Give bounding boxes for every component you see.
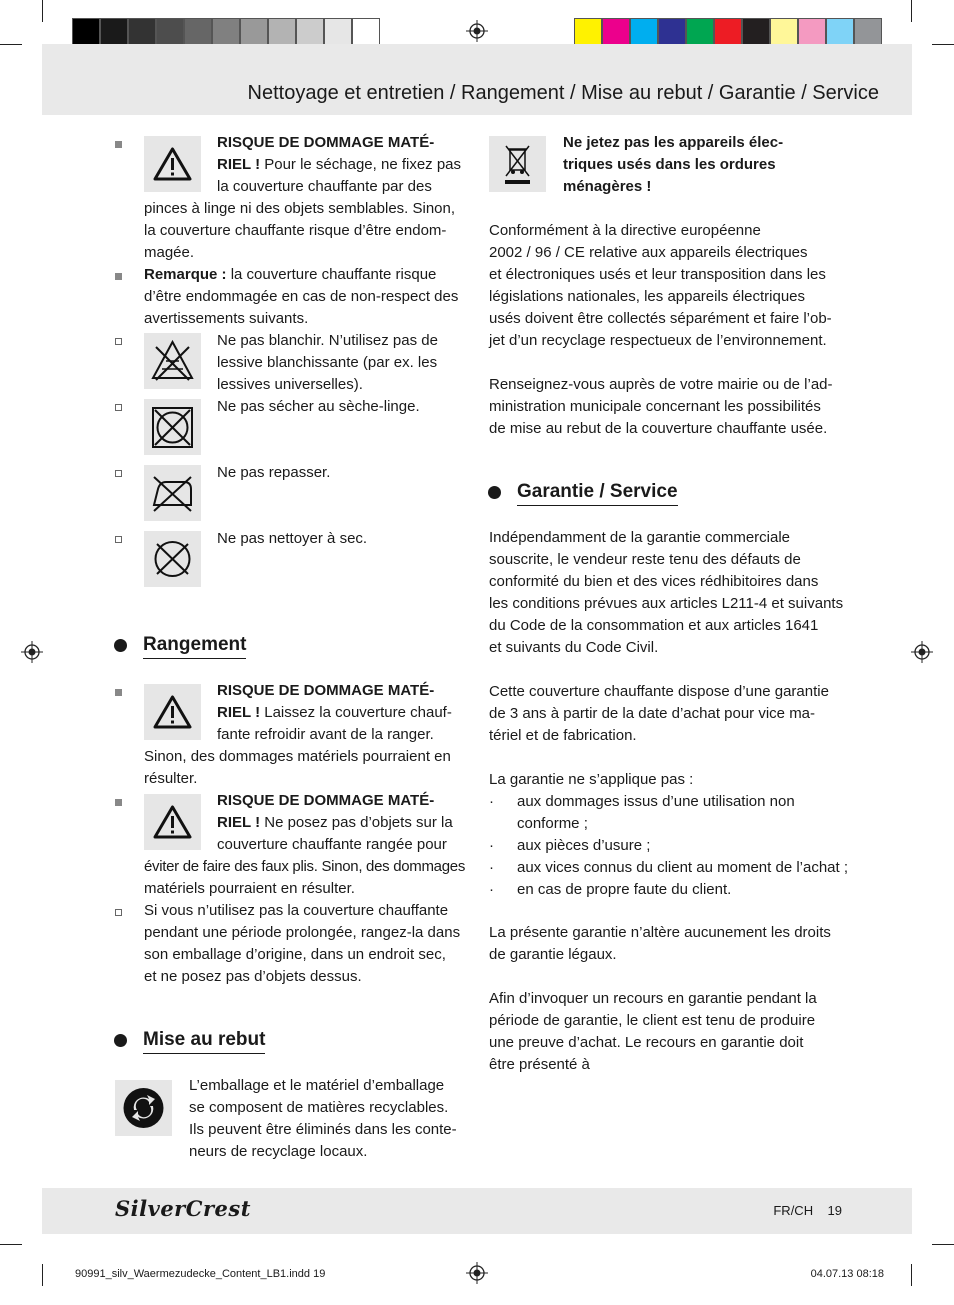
no-dry-clean-icon — [144, 531, 201, 587]
list-item: aux vices connus du client au moment de l’achat ; — [517, 859, 849, 876]
page-number: 19 — [827, 1203, 842, 1218]
warning-heading: RISQUE DE DOMMAGE MATÉ- — [217, 792, 435, 809]
weee-warning: Ne jetez pas les appareils élec- — [563, 134, 784, 151]
list-item: aux pièces d’usure ; — [517, 837, 651, 854]
paragraph-line: usés doivent être collectés séparément et faire l’ob- — [489, 310, 832, 327]
square-bullet — [115, 799, 122, 806]
color-swatch — [770, 18, 798, 47]
warning-text: magée. — [144, 244, 195, 261]
list-item: en cas de propre faute du client. — [517, 881, 732, 898]
warning-text: éviter de faire des faux plis. Sinon, des dommages — [144, 858, 466, 875]
paragraph-line: ministration municipale concernant les possibilités — [489, 398, 821, 415]
brand-logo: SilverCrest — [115, 1196, 251, 1221]
paragraph-line: jet d’un recyclage respectueux de l’environnement. — [489, 332, 827, 349]
header-band — [42, 44, 912, 115]
color-swatch — [156, 18, 184, 47]
registration-mark-bottom — [466, 1262, 488, 1284]
list-item: conforme ; — [517, 815, 588, 832]
paragraph-line: du Code de la consommation et aux articles 1641 — [489, 617, 819, 634]
color-swatch — [742, 18, 770, 47]
color-swatch — [854, 18, 882, 47]
paragraph-line: conformité du bien et des vices rédhibitoires dans — [489, 573, 819, 590]
color-swatch — [630, 18, 658, 47]
paragraph-line: La présente garantie n’altère aucunement les droits — [489, 924, 831, 941]
list-bullet: · — [489, 859, 494, 876]
hollow-bullet — [115, 470, 122, 477]
warning-heading-end: RIEL ! — [217, 704, 261, 721]
storage-text: et ne posez pas d’objets dessus. — [144, 968, 362, 985]
paragraph-line: Afin d’invoquer un recours en garantie pendant la — [489, 990, 817, 1007]
color-swatch — [128, 18, 156, 47]
warning-icon — [144, 136, 201, 192]
paragraph-line: de garantie légaux. — [489, 946, 617, 963]
recycle-icon — [115, 1080, 172, 1136]
hollow-bullet — [115, 536, 122, 543]
warning-text: la couverture chauffante par des — [217, 178, 432, 195]
warning-text: fante refroidir avant de la ranger. — [217, 726, 434, 743]
warning-text: la couverture chauffante risque d’être endom- — [144, 222, 447, 239]
storage-text: son emballage d’origine, dans un endroit sec, — [144, 946, 446, 963]
paragraph-line: une preuve d’achat. Le recours en garantie doit — [489, 1034, 804, 1051]
paragraph-line: législations nationales, les appareils électriques — [489, 288, 806, 305]
warning-text: Ne posez pas d’objets sur la — [260, 814, 453, 831]
registration-mark-top — [466, 20, 488, 42]
color-swatch — [212, 18, 240, 47]
paragraph-line: Cette couverture chauffante dispose d’une garantie — [489, 683, 829, 700]
paragraph-line: être présenté à — [489, 1056, 590, 1073]
list-item: aux dommages issus d’une utilisation non — [517, 793, 795, 810]
paragraph-line: et électroniques usés et leur transposition dans les — [489, 266, 826, 283]
square-bullet — [115, 141, 122, 148]
color-swatch — [658, 18, 686, 47]
warning-text: matériels pourraient en résulter. — [144, 880, 355, 897]
warning-icon — [144, 684, 201, 740]
weee-bin-icon — [489, 136, 546, 192]
paragraph-line: Conformément à la directive européenne — [489, 222, 761, 239]
paragraph-line: 2002 / 96 / CE relative aux appareils électriques — [489, 244, 808, 261]
warning-text: Pour le séchage, ne fixez pas — [260, 156, 462, 173]
list-bullet: · — [489, 881, 494, 898]
hollow-bullet — [115, 404, 122, 411]
exclusions-intro: La garantie ne s’applique pas : — [489, 771, 694, 788]
color-swatch — [296, 18, 324, 47]
paragraph-line: de 3 ans à partir de la date d’achat pour vice ma- — [489, 705, 816, 722]
care-text: Ne pas nettoyer à sec. — [217, 530, 368, 547]
color-swatch — [324, 18, 352, 47]
color-swatch — [686, 18, 714, 47]
weee-warning: ménagères ! — [563, 178, 652, 195]
paragraph-line: tériel et de fabrication. — [489, 727, 637, 744]
list-bullet: · — [489, 837, 494, 854]
no-bleach-icon — [144, 333, 201, 389]
registration-mark-right — [911, 641, 933, 663]
warning-text: résulter. — [144, 770, 198, 787]
color-swatch — [798, 18, 826, 47]
storage-text: Si vous n’utilisez pas la couverture chauffante — [144, 902, 449, 919]
paragraph-line: les conditions prévues aux articles L211-4 et suivants — [489, 595, 844, 612]
slug-date: 04.07.13 08:18 — [810, 1268, 884, 1280]
page-info — [773, 1200, 842, 1222]
registration-mark-left — [21, 641, 43, 663]
recycling-text: Ils peuvent être éliminés dans les conte- — [189, 1121, 457, 1138]
care-text: lessives universelles). — [217, 376, 363, 393]
storage-text: pendant une période prolongée, rangez-la dans — [144, 924, 461, 941]
square-bullet — [115, 273, 122, 280]
heading-dot — [114, 1034, 127, 1047]
color-swatch — [184, 18, 212, 47]
warning-heading-end: RIEL ! — [217, 814, 261, 831]
color-swatch — [714, 18, 742, 47]
locale-code: FR/CH — [773, 1203, 814, 1218]
color-swatch — [574, 18, 602, 47]
paragraph-line: Renseignez-vous auprès de votre mairie ou de l’ad- — [489, 376, 833, 393]
color-swatch — [826, 18, 854, 47]
paragraph-line: Indépendamment de la garantie commerciale — [489, 529, 791, 546]
remark-text: avertissements suivants. — [144, 310, 309, 327]
warning-heading-end: RIEL ! — [217, 156, 261, 173]
care-text: Ne pas blanchir. N’utilisez pas de — [217, 332, 438, 349]
remark-label: Remarque : — [144, 266, 227, 283]
weee-warning: triques usés dans les ordures — [563, 156, 776, 173]
paragraph-line: de mise au rebut de la couverture chauffante usée. — [489, 420, 828, 437]
color-swatch — [352, 18, 380, 47]
list-bullet: · — [489, 793, 494, 810]
color-swatch — [268, 18, 296, 47]
heading-dot — [488, 486, 501, 499]
hollow-bullet — [115, 909, 122, 916]
warning-icon — [144, 794, 201, 850]
gray-swatch-bar — [72, 18, 380, 47]
warning-text: couverture chauffante rangée pour — [217, 836, 447, 853]
remark-text: d’être endommagée en cas de non-respect des — [144, 288, 459, 305]
hollow-bullet — [115, 338, 122, 345]
no-iron-icon — [144, 465, 201, 521]
warning-heading: RISQUE DE DOMMAGE MATÉ- — [217, 682, 435, 699]
warning-heading: RISQUE DE DOMMAGE MATÉ- — [217, 134, 435, 151]
care-text: Ne pas repasser. — [217, 464, 331, 481]
paragraph-line: période de garantie, le client est tenu de produire — [489, 1012, 816, 1029]
heading-dot — [114, 639, 127, 652]
color-swatch — [240, 18, 268, 47]
recycling-text: neurs de recyclage locaux. — [189, 1143, 368, 1160]
warning-text: Laissez la couverture chauf- — [260, 704, 452, 721]
square-bullet — [115, 689, 122, 696]
no-tumble-dry-icon — [144, 399, 201, 455]
care-text: Ne pas sécher au sèche-linge. — [217, 398, 420, 415]
remark-text: la couverture chauffante risque — [226, 266, 437, 283]
color-swatch-bar — [574, 18, 882, 47]
paragraph-line: et suivants du Code Civil. — [489, 639, 659, 656]
warning-text: pinces à linge ni des objets semblables. Sinon, — [144, 200, 456, 217]
recycling-text: L’emballage et le matériel d’emballage — [189, 1077, 445, 1094]
slug-filename: 90991_silv_Waermezudecke_Content_LB1.indd 19 — [75, 1268, 326, 1280]
care-text: lessive blanchissante (par ex. les — [217, 354, 438, 371]
recycling-text: se composent de matières recyclables. — [189, 1099, 449, 1116]
color-swatch — [602, 18, 630, 47]
page-title: Nettoyage et entretien / Rangement / Mise au rebut / Garantie / Service — [247, 82, 879, 104]
color-swatch — [72, 18, 100, 47]
warning-text: Sinon, des dommages matériels pourraient en — [144, 748, 451, 765]
color-swatch — [100, 18, 128, 47]
paragraph-line: souscrite, le vendeur reste tenu des défauts de — [489, 551, 801, 568]
